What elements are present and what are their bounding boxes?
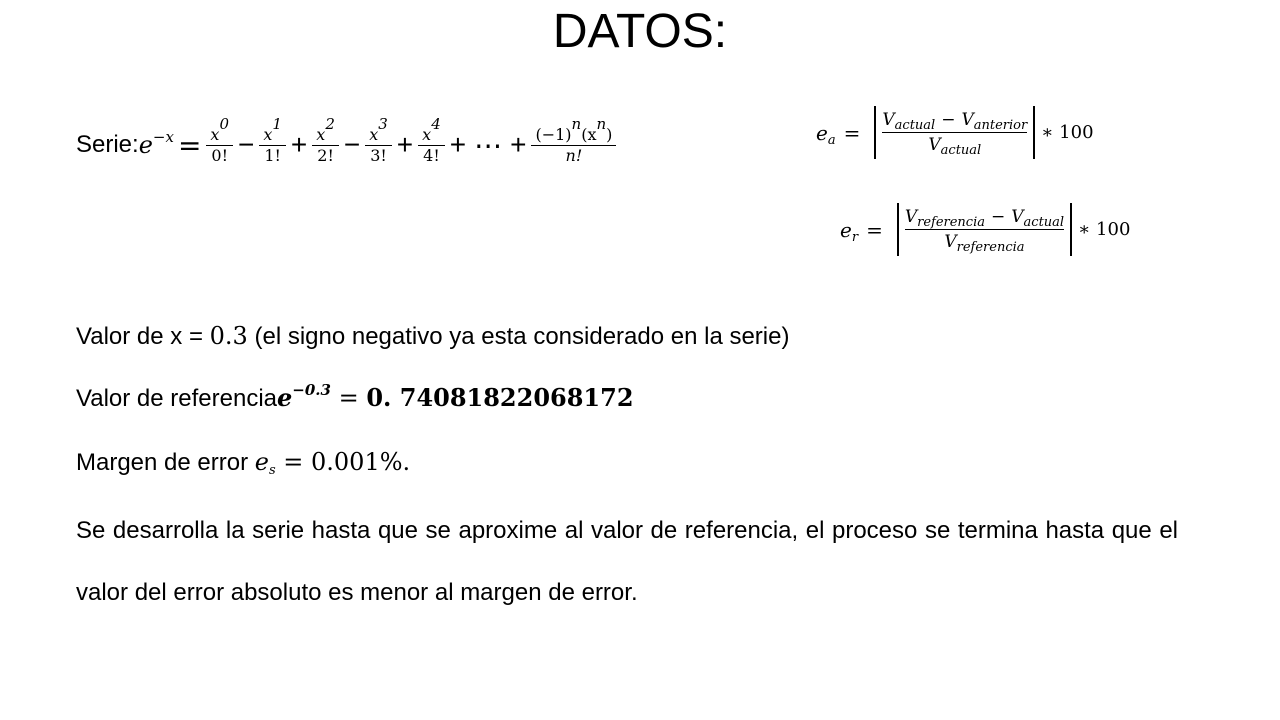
- margin-value: 0.001%.: [311, 448, 411, 476]
- margin-prefix: Margen de error: [76, 449, 255, 476]
- ea-times: ∗ 100: [1041, 122, 1094, 143]
- absolute-error-formula: [816, 106, 1094, 159]
- series-ellipsis: ⋯: [474, 129, 503, 161]
- series-term-3: $\frac{x^3}{3!}$: [367, 124, 390, 166]
- margin-symbol: $e_s$: [254, 448, 276, 478]
- reference-equals: =: [330, 384, 367, 412]
- relative-error-formula: [840, 203, 1130, 256]
- series-lhs: $e^{-x}$: [138, 128, 174, 159]
- x-value-suffix: (el signo negativo ya esta considerado en la serie): [247, 323, 790, 350]
- series-op-0: −: [237, 129, 255, 160]
- reference-expression: $e^{-0.3}$: [277, 381, 331, 412]
- x-value-prefix: Valor de x =: [76, 323, 210, 350]
- er-abs-fraction: $\frac{V_{referencia} - V_{actual}}{V_{referencia}}$: [897, 203, 1072, 256]
- er-equals: =: [866, 217, 883, 242]
- er-symbol: $e_r$: [840, 217, 859, 245]
- series-op-4: +: [449, 129, 467, 160]
- margin-equals: =: [275, 448, 311, 476]
- series-op-3: +: [396, 129, 414, 160]
- series-term-2: $\frac{x^2}{2!}$: [314, 124, 337, 166]
- reference-value-line: [76, 382, 634, 415]
- x-value: 0.3: [209, 322, 248, 350]
- ea-abs-fraction: $\frac{V_{actual} - V_{anterior}}{V_{actual}}$: [874, 106, 1035, 159]
- reference-prefix: Valor de referencia: [76, 385, 277, 412]
- x-value-line: [76, 320, 789, 353]
- series-op-2: −: [343, 129, 361, 160]
- series-term-0: $\frac{x^0}{0!}$: [208, 124, 231, 166]
- procedure-paragraph: Se desarrolla la serie hasta que se aproxime al valor de referencia, el proceso se termina hasta que el valor del error absoluto es menor al margen de error.: [76, 517, 1178, 606]
- slide-title: DATOS:: [552, 5, 728, 58]
- er-times: ∗ 100: [1078, 219, 1131, 240]
- margin-line: [76, 446, 410, 479]
- series-term-4: $\frac{x^4}{4!}$: [420, 124, 443, 166]
- series-equals: =: [177, 128, 202, 162]
- series-general-term: $\frac{(-1)^n(x^n)}{n!}$: [533, 124, 614, 166]
- series-op-5: +: [510, 129, 527, 160]
- series-formula: [76, 110, 617, 180]
- series-label: Serie:: [76, 131, 139, 158]
- reference-value: 0. 74081822068172: [366, 383, 634, 412]
- series-op-1: +: [290, 129, 308, 160]
- ea-equals: =: [843, 120, 861, 145]
- ea-symbol: $e_a$: [816, 120, 836, 148]
- series-term-1: $\frac{x^1}{1!}$: [261, 124, 284, 166]
